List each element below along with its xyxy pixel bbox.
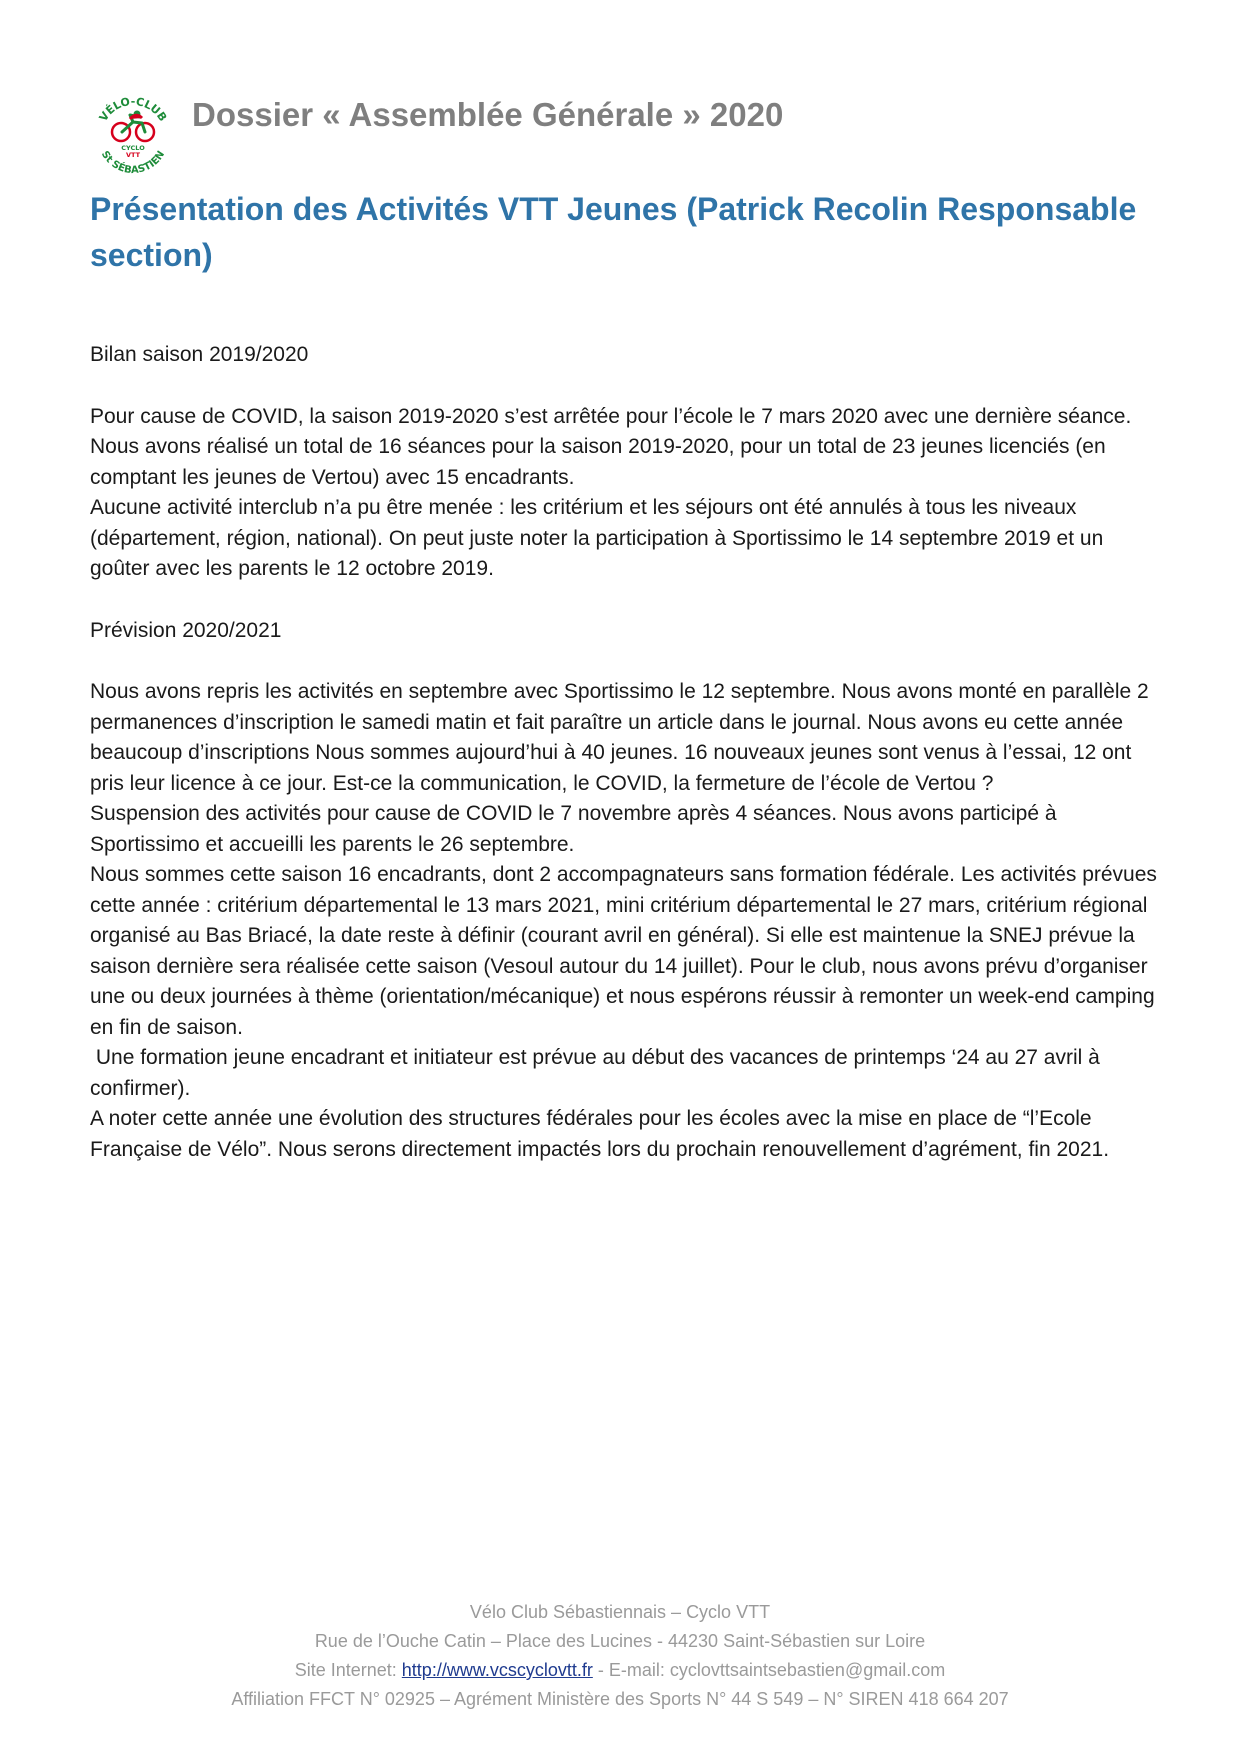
footer-contact xyxy=(0,1656,1240,1685)
footer-site-link[interactable]: http://www.vcscyclovtt.fr xyxy=(401,1660,593,1680)
footer-address: Rue de l’Ouche Catin – Place des Lucines - 44230 Saint-Sébastien sur Loire xyxy=(314,1631,926,1651)
prevision-paragraph-2: Suspension des activités pour cause de COVID le 7 novembre après 4 séances. Nous avons participé à Sportissimo et accueilli les parents le 26 septembre. xyxy=(90,802,1057,856)
prevision-heading: Prévision 2020/2021 xyxy=(90,618,282,642)
page-footer xyxy=(0,1598,1240,1714)
section-title: Présentation des Activités VTT Jeunes (Patrick Recolin Responsable section) xyxy=(90,191,1137,273)
svg-text:VÉLO-CLUB: VÉLO-CLUB xyxy=(96,94,170,124)
footer-club-name: Vélo Club Sébastiennais – Cyclo VTT xyxy=(469,1602,771,1622)
bilan-paragraph-2: Aucune activité interclub n’a pu être menée : les critérium et les séjours ont été annulés à tous les niveaux (département, région, national). On peut juste noter la participation à Sportissimo le 14 septembre 2019 et un goûter avec les parents le 12 octobre 2019. xyxy=(90,496,1104,580)
prevision-paragraph-1: Nous avons repris les activités en septembre avec Sportissimo le 12 septembre. Nous avons monté en parallèle 2 permanences d’inscription le samedi matin et fait paraître un article dans le journal. Nous avons eu cette année beaucoup d’inscriptions Nous sommes aujourd’hui à 40 jeunes. 16 nouveaux jeunes sont venus à l’essai, 12 ont pris leur licence à ce jour. Est-ce la communication, le COVID, la fermeture de l’école de Vertou ? xyxy=(90,680,1149,795)
svg-text:CYCLO: CYCLO xyxy=(121,144,145,152)
document-body xyxy=(90,340,1160,1165)
svg-text:VTT: VTT xyxy=(125,151,141,159)
bilan-paragraph-1: Pour cause de COVID, la saison 2019-2020 s’est arrêtée pour l’école le 7 mars 2020 avec une dernière séance. Nous avons réalisé un total de 16 séances pour la saison 2019-2020, pour un total de 23 jeunes licenciés (en comptant les jeunes de Vertou) avec 15 encadrants. xyxy=(90,404,1132,489)
prevision-paragraph-4: Une formation jeune encadrant et initiateur est prévue au début des vacances de printemps ‘24 au 27 avril à confirmer). xyxy=(90,1046,1106,1100)
footer-email-label: - E-mail: xyxy=(592,1660,670,1680)
prevision-paragraph-3: Nous sommes cette saison 16 encadrants, dont 2 accompagnateurs sans formation fédérale. Les activités prévues cette année : critérium départemental le 13 mars 2021, mini critérium départemental le 27 mars, critérium régional organisé au Bas Briacé, la date reste à définir (courant avril en général). Si elle est maintenue la SNEJ prévue la saison dernière sera réalisée cette saison (Vesoul autour du 14 juillet). Pour le club, nous avons prévu d’organiser une ou deux journées à thème (orientation/mécanique) et nous espérons réussir à remonter un week-end camping en fin de saison. xyxy=(90,863,1157,1039)
footer-site-label: Site Internet: xyxy=(294,1660,402,1680)
club-logo xyxy=(90,92,176,178)
dossier-title: Dossier « Assemblée Générale » 2020 xyxy=(192,96,784,133)
page-header xyxy=(90,92,1150,182)
footer-email: cyclovttsaintsebastien@gmail.com xyxy=(669,1660,946,1680)
prevision-paragraph-5: A noter cette année une évolution des structures fédérales pour les écoles avec la mise en place de “l’Ecole Française de Vélo”. Nous serons directement impactés lors du prochain renouvellement d’agrément, fin 2021. xyxy=(90,1107,1110,1161)
club-logo-graphic xyxy=(90,92,176,178)
footer-affiliation: Affiliation FFCT N° 02925 – Agrément Ministère des Sports N° 44 S 549 – N° SIREN 418 664 207 xyxy=(231,1689,1009,1709)
bilan-heading: Bilan saison 2019/2020 xyxy=(90,343,309,366)
svg-text:St SÉBASTIEN: St SÉBASTIEN xyxy=(98,149,168,177)
